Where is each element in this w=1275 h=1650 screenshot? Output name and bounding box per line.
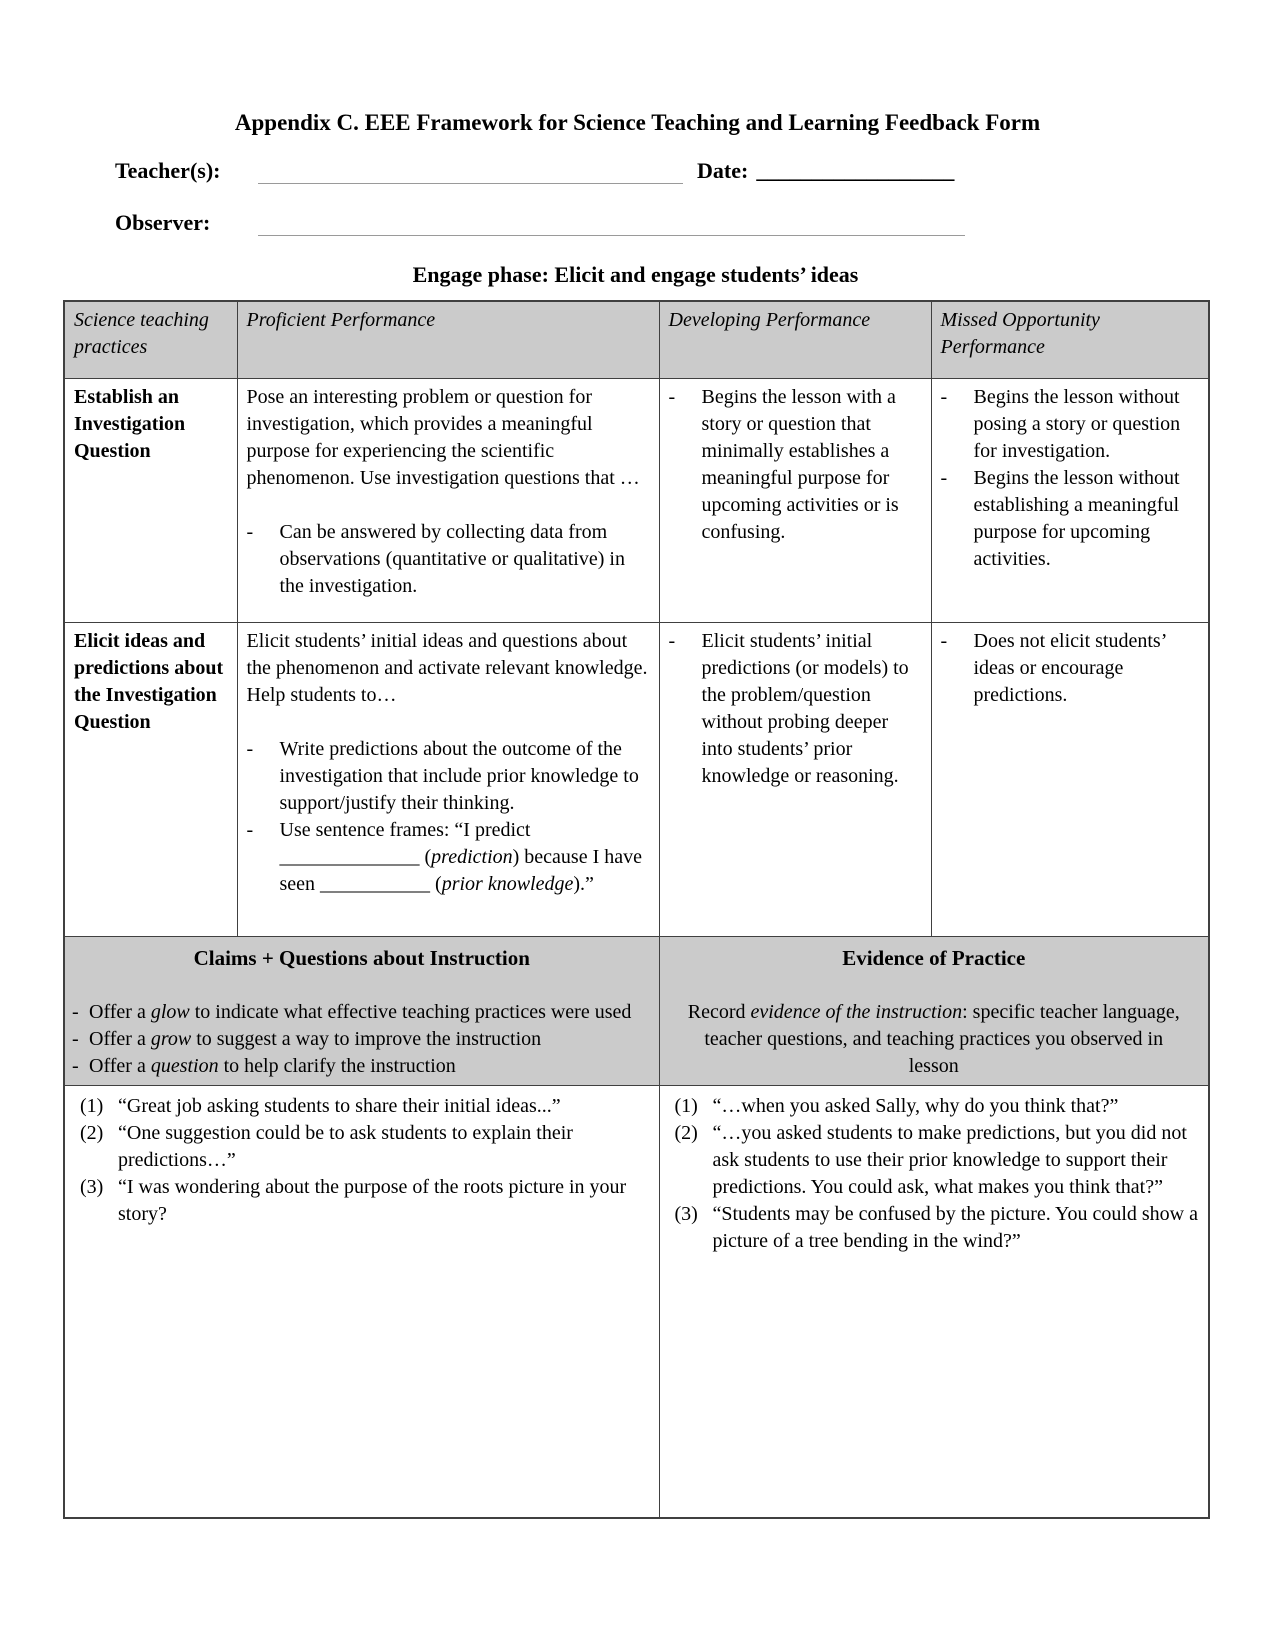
proficient-bullets (247, 736, 650, 898)
bullet-dash: - (246, 818, 254, 841)
proficient-cell (237, 622, 659, 936)
item-number: (1) (80, 1094, 104, 1117)
bullet-item (247, 817, 650, 898)
phase-heading: Engage phase: Elicit and engage students’ ideas (412, 262, 859, 287)
bullet-item (72, 1053, 650, 1080)
item-number: (3) (674, 1202, 698, 1225)
header-missed-opportunity-performance: Missed Opportunity Performance (931, 301, 1209, 378)
bullet-dash: - (246, 520, 254, 543)
document-title: Appendix C. EEE Framework for Science Teaching and Learning Feedback Form (234, 110, 1041, 135)
bullet-text: Elicit students’ initial predictions (or models) to the problem/question without probing deeper into students’ prior knowledge or reasoning. (701, 629, 909, 787)
sentence-frame-part: ) because I have seen ___________ ( (279, 845, 643, 895)
claims-header-cell (64, 936, 659, 1085)
bullet-text (89, 1053, 650, 1080)
claims-bullet-part: to help clarify the instruction (218, 1054, 456, 1077)
bullet-item (72, 1026, 650, 1053)
list-item (669, 1093, 1200, 1120)
missed-opportunity-cell (931, 622, 1209, 936)
claims-bullet-part: to suggest a way to improve the instruction (191, 1027, 542, 1050)
evidence-title: Evidence of Practice (842, 945, 1026, 970)
evidence-intro-part: Record (687, 1000, 751, 1023)
bullet-text: Begins the lesson without posing a story or question for investigation. (973, 385, 1181, 462)
date-label: Date: (697, 158, 749, 183)
bullet-text: Begins the lesson with a story or question that minimally establishes a meaningful purpose for upcoming activities or is confusing. (701, 385, 899, 543)
sentence-frame-italic: prior knowledge (441, 872, 574, 895)
rubric-row-elicit-ideas (64, 622, 1209, 936)
proficient-intro: Pose an interesting problem or question for investigation, which provides a meaningful purpose for experiencing the scientific phenomenon. Use investigation questions that … (246, 385, 640, 489)
feedback-entries-row (64, 1085, 1209, 1518)
proficient-bullets (247, 519, 650, 600)
bullet-dash: - (246, 737, 254, 760)
item-number: (3) (80, 1175, 104, 1198)
claims-title: Claims + Questions about Instruction (193, 945, 530, 970)
list-item (74, 1174, 650, 1228)
bullet-dash: - (668, 629, 676, 652)
bullet-dash: - (940, 466, 948, 489)
sentence-frame-italic: prediction (431, 845, 513, 868)
developing-cell (659, 622, 931, 936)
list-item (669, 1201, 1200, 1255)
sentence-frame-part: Use sentence frames: “I predict ______________ ( (279, 818, 531, 868)
bullet-text: Can be answered by collecting data from observations (quantitative or qualitative) in the investigation. (279, 520, 625, 597)
bullet-item (941, 465, 1200, 573)
item-text: “…you asked students to make predictions, but you did not ask students to use their prior knowledge to support their predictions. You could ask, what makes you think that?” (712, 1121, 1187, 1198)
claims-items (74, 1091, 650, 1228)
practice-name: Establish an Investigation Question (64, 378, 237, 622)
header-developing-performance: Developing Performance (659, 301, 931, 378)
developing-bullets (669, 628, 922, 790)
bullet-text: Write predictions about the outcome of the investigation that include prior knowledge to support/justify their thinking. (279, 737, 639, 814)
item-text: “Great job asking students to share their initial ideas...” (118, 1094, 561, 1117)
missed-bullets (941, 384, 1200, 573)
list-item (74, 1093, 650, 1120)
item-text: “I was wondering about the purpose of the roots picture in your story? (118, 1175, 627, 1225)
bullet-text: Does not elicit students’ ideas or encourage predictions. (973, 629, 1166, 706)
evidence-intro-italic: evidence of the instruction (750, 1000, 963, 1023)
developing-bullets (669, 384, 922, 546)
header-science-teaching-practices: Science teaching practices (64, 301, 237, 378)
item-number: (1) (674, 1094, 698, 1117)
feedback-header-row (64, 936, 1209, 1085)
claims-bullet-part: to indicate what effective teaching practices were used (189, 1000, 632, 1023)
claims-bullet-part: Offer a (89, 1000, 151, 1023)
bullet-dash: - (72, 1027, 79, 1050)
list-item (74, 1120, 650, 1174)
observer-label: Observer: (115, 210, 211, 235)
evidence-header-cell (659, 936, 1209, 1085)
item-text: “Students may be confused by the picture. You could show a picture of a tree bending in the wind?” (712, 1202, 1198, 1252)
teacher-input-line[interactable] (258, 160, 683, 184)
proficient-cell (237, 378, 659, 622)
bullet-dash: - (72, 1054, 79, 1077)
developing-cell (659, 378, 931, 622)
evidence-entries-cell (659, 1085, 1209, 1518)
claims-bullet-part: Offer a (89, 1054, 151, 1077)
bullet-dash: - (668, 385, 676, 408)
missed-bullets (941, 628, 1200, 709)
observer-input-line[interactable] (258, 212, 965, 236)
bullet-item (247, 736, 650, 817)
practice-name: Elicit ideas and predictions about the Investigation Question (64, 622, 237, 936)
bullet-item (941, 628, 1200, 709)
teacher-label: Teacher(s): (115, 158, 221, 183)
bullet-item (669, 628, 922, 790)
claims-bullet-italic: glow (150, 1000, 190, 1023)
proficient-intro: Elicit students’ initial ideas and questions about the phenomenon and activate relevant knowledge. Help students to… (246, 629, 648, 706)
rubric-row-establish-question (64, 378, 1209, 622)
bullet-text (89, 999, 650, 1026)
bullet-text (89, 1026, 650, 1053)
claims-bullet-italic: question (150, 1054, 219, 1077)
claims-bullets (72, 999, 650, 1080)
evidence-items (669, 1091, 1200, 1255)
bullet-text (280, 817, 650, 898)
rubric-header-row (64, 301, 1209, 378)
item-text: “One suggestion could be to ask students to explain their predictions…” (118, 1121, 573, 1171)
bullet-item (247, 519, 650, 600)
date-input-line[interactable]: __________________ (756, 158, 955, 183)
sentence-frame-part: ).” (573, 872, 594, 895)
evidence-intro (669, 999, 1200, 1080)
bullet-dash: - (72, 1000, 79, 1023)
missed-opportunity-cell (931, 378, 1209, 622)
observer-row (115, 210, 1275, 236)
item-number: (2) (80, 1121, 104, 1144)
claims-bullet-italic: grow (150, 1027, 192, 1050)
bullet-dash: - (940, 629, 948, 652)
bullet-item (941, 384, 1200, 465)
rubric-table (63, 300, 1210, 1519)
list-item (669, 1120, 1200, 1201)
evidence-intro-part: : specific teacher language, teacher questions, and teaching practices you observed in lesson (704, 1000, 1180, 1077)
bullet-item (72, 999, 650, 1026)
item-number: (2) (674, 1121, 698, 1144)
bullet-dash: - (940, 385, 948, 408)
claims-bullet-part: Offer a (89, 1027, 151, 1050)
teacher-date-row (115, 158, 1275, 184)
claims-entries-cell (64, 1085, 659, 1518)
item-text: “…when you asked Sally, why do you think that?” (712, 1094, 1119, 1117)
header-proficient-performance: Proficient Performance (237, 301, 659, 378)
bullet-item (669, 384, 922, 546)
bullet-text: Begins the lesson without establishing a meaningful purpose for upcoming activities. (973, 466, 1180, 570)
